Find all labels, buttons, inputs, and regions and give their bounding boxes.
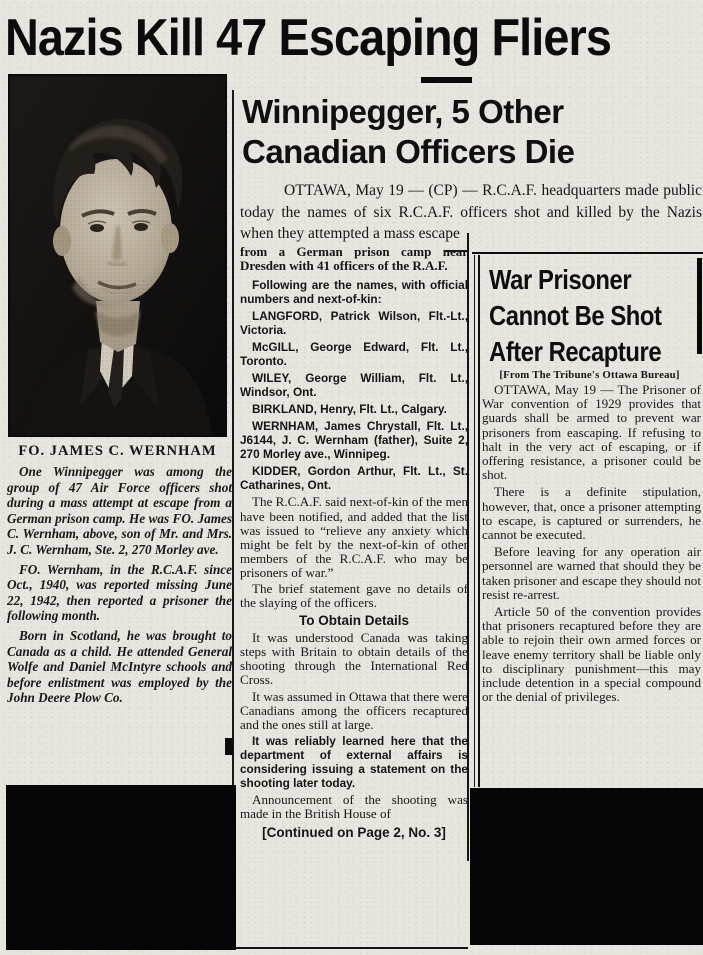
casualty-name: KIDDER, Gordon Arthur, Flt. Lt., St. Catharines, Ont. bbox=[240, 464, 468, 493]
casualty-name: BIRKLAND, Henry, Flt. Lt., Calgary. bbox=[252, 402, 447, 417]
casualty-name: McGILL, George Edward, Flt. Lt., Toronto. bbox=[240, 340, 468, 369]
sidebar-headline-line1: War Prisoner bbox=[489, 264, 632, 295]
sidebar-credit: [From The Tribune's Ottawa Bureau] bbox=[499, 369, 680, 381]
sidebar-paragraph: Before leaving for any operation air personnel are warned that should they be taken prisoner and escape they should not resist re-arrest. bbox=[482, 544, 701, 602]
casualty-name: WERNHAM, James Chrystall, Flt. Lt., J6144, J. C. Wernham (father), Suite 2, 270 Morley ave., Winnipeg. bbox=[240, 419, 468, 462]
main-headline: Nazis Kill 47 Escaping Fliers bbox=[5, 9, 611, 67]
headline-dash bbox=[421, 77, 472, 83]
caption-story-paragraph: Born in Scotland, he was brought to Canada as a child. He attended General Wolfe and Daniel McIntyre schools and before enlistment was employed by the John Deere Plow Co. bbox=[7, 627, 232, 706]
caption-story-paragraph: One Winnipegger was among the group of 47 Air Force officers shot during a mass attempt at escape from a German prison camp. He was FO. James C. Wernham, above, son of Mr. and Mrs. J. C. Wernham, Ste. 2, 270 Morley ave. bbox=[7, 464, 232, 557]
sidebar-body bbox=[482, 383, 701, 707]
article-headline bbox=[242, 92, 574, 172]
article-paragraph-bold: It was reliably learned here that the department of external affairs is considering issuing a statement on the shooting later today. bbox=[240, 733, 468, 790]
redaction-block-left bbox=[6, 785, 236, 950]
article-paragraph: The brief statement gave no details of the slaying of the officers. bbox=[240, 580, 468, 611]
article-paragraph: The R.C.A.F. said next-of-kin of the men have been notified, and added that the list was issued to “relieve any anxiety which might be felt by the next-of-kin of other members of the R.C.A.F. who may be prisoners of war.” bbox=[240, 494, 468, 580]
article-paragraph: It was understood Canada was taking steps with Britain to obtain details of the shooting through the International Red Cross. bbox=[240, 630, 468, 688]
names-intro: Following are the names, with official numbers and next-of-kin: bbox=[240, 278, 468, 307]
redaction-block-right bbox=[470, 788, 703, 945]
article-paragraph: It was assumed in Ottawa that there were Canadians among the officers recaptured and the ones still at large. bbox=[240, 688, 468, 732]
photo-caption: FO. JAMES C. WERNHAM bbox=[18, 443, 217, 459]
casualty-name: WILEY, George William, Flt. Lt., Windsor, Ont. bbox=[240, 371, 468, 400]
left-column-text bbox=[7, 464, 232, 710]
article-body bbox=[240, 245, 468, 840]
continued-notice: [Continued on Page 2, No. 3] bbox=[262, 825, 446, 840]
sidebar-paragraph: OTTAWA, May 19 — The Prisoner of War convention of 1929 provides that guards shall be armed to prevent war prisoners from eascaping. If refusing to halt in the very act of escaping, or if offering resistance, a prisoner could be shot. bbox=[482, 382, 701, 483]
sidebar-headline bbox=[489, 262, 662, 370]
casualty-name: LANGFORD, Patrick Wilson, Flt.-Lt., Victoria. bbox=[240, 309, 468, 338]
caption-story-paragraph: FO. Wernham, in the R.C.A.F. since Oct., 1940, was reported missing June 22, 1942, then reported a prisoner the following month. bbox=[7, 561, 232, 624]
article-subhead: To Obtain Details bbox=[298, 613, 409, 629]
sidebar-box-top-rule bbox=[472, 252, 703, 254]
sidebar-headline-bar bbox=[697, 258, 702, 354]
sidebar-headline-line2: Cannot Be Shot bbox=[489, 300, 662, 331]
sidebar-box-left-rule bbox=[474, 255, 475, 787]
column-bottom-rule bbox=[236, 947, 468, 949]
lead-continuation: from a German prison camp near Dresden with 41 officers of the R.A.F. bbox=[240, 244, 468, 274]
sidebar-headline-line3: After Recapture bbox=[489, 336, 662, 367]
portrait-photo bbox=[8, 74, 227, 437]
sidebar-paragraph: There is a definite stipulation, however, that, once a prisoner attempting to escape, is captured or surrenders, he cannot be executed. bbox=[482, 484, 701, 543]
portrait-illustration bbox=[10, 76, 225, 435]
lead-paragraph: OTTAWA, May 19 — (CP) — R.C.A.F. headquarters made public today the names of six R.C.A.F. officers shot and killed by the Nazis when they attempted a mass escape bbox=[240, 182, 702, 242]
ink-smudge bbox=[225, 738, 233, 755]
article-headline-line2: Canadian Officers Die bbox=[242, 133, 575, 170]
sidebar-box-left-rule bbox=[478, 255, 480, 787]
article-headline-line1: Winnipegger, 5 Other bbox=[242, 93, 564, 130]
sidebar-paragraph: Article 50 of the convention provides that prisoners recaptured before they are able to rejoin their own armed forces or leave enemy territory shall be liable only to disciplinary punishment—this may include detention in a special compound or the denial of privileges. bbox=[482, 604, 701, 705]
article-paragraph: Announcement of the shooting was made in the British House of bbox=[240, 791, 468, 821]
